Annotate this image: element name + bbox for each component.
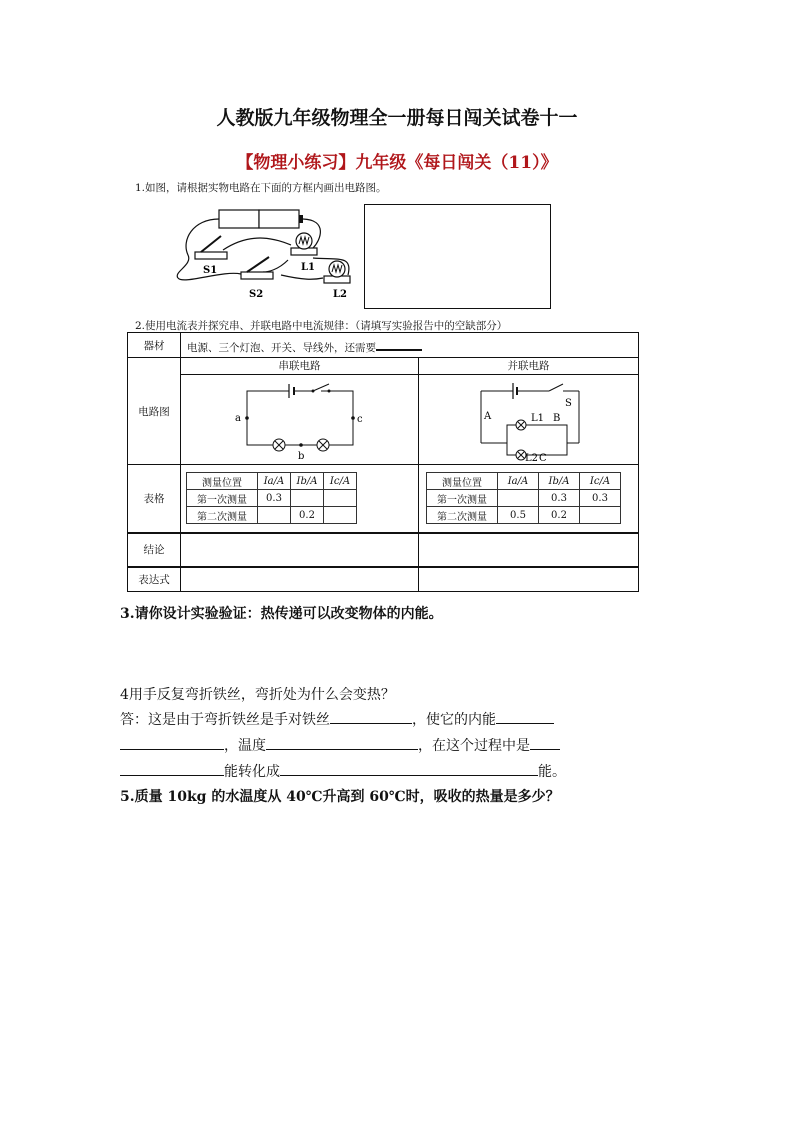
physical-circuit-figure bbox=[163, 200, 363, 305]
parallel-cell[interactable] bbox=[498, 490, 539, 507]
parallel-cell: 第一次测量 bbox=[427, 490, 498, 507]
equipment-text: 电源、三个灯泡、开关、导线外，还需要 bbox=[187, 342, 376, 354]
q1-text: 1.如图，请根据实物电路在下面的方框内画出电路图。 bbox=[135, 182, 387, 194]
q4-line3-b: 能。 bbox=[538, 764, 566, 780]
q4-blank-5[interactable] bbox=[530, 735, 560, 750]
q2-text: 2.使用电流表并探究串、并联电路中电流规律：（请填写实验报告中的空缺部分） bbox=[135, 320, 508, 332]
series-cell[interactable] bbox=[291, 490, 324, 507]
parallel-circuit-diagram bbox=[419, 375, 638, 461]
parallel-col-header: Ic/A bbox=[580, 473, 621, 490]
series-col-header: Ic/A bbox=[324, 473, 357, 490]
series-point-c: c bbox=[357, 414, 363, 425]
q4-line1-b: ，使它的内能 bbox=[412, 712, 496, 728]
parallel-col-header: 测量位置 bbox=[427, 473, 498, 490]
q5-text: 5.质量 10kg 的水温度从 40℃升高到 60℃时，吸收的热量是多少？ bbox=[120, 789, 560, 805]
parallel-circuit-cell bbox=[419, 358, 639, 465]
series-cell[interactable] bbox=[258, 507, 291, 524]
parallel-cell: 0.5 bbox=[498, 507, 539, 524]
q4-blank-4[interactable] bbox=[266, 735, 418, 750]
parallel-col-header: Ib/A bbox=[539, 473, 580, 490]
series-circuit-diagram bbox=[181, 375, 418, 461]
parallel-point-a: A bbox=[484, 411, 492, 422]
q4-blank-6[interactable] bbox=[120, 761, 224, 776]
series-circuit-cell bbox=[181, 358, 419, 465]
parallel-point-c: C bbox=[539, 453, 547, 461]
row-label-circuit: 电路图 bbox=[128, 358, 181, 465]
parallel-label-l2: L2 bbox=[525, 453, 539, 461]
q4-line1-a: 答：这是由于弯折铁丝是手对铁丝 bbox=[120, 712, 330, 728]
s1-label: S1 bbox=[203, 265, 218, 276]
parallel-expression-blank[interactable] bbox=[419, 567, 639, 592]
series-conclusion-blank[interactable] bbox=[181, 533, 419, 567]
parallel-table-cell bbox=[419, 465, 639, 533]
row-label-conclusion: 结论 bbox=[128, 533, 181, 567]
page-subtitle: 【物理小练习】九年级《每日闯关（11）》 bbox=[236, 153, 558, 173]
parallel-cell: 0.3 bbox=[580, 490, 621, 507]
answer-box[interactable] bbox=[364, 204, 551, 309]
parallel-label-l1: L1 bbox=[531, 413, 545, 424]
q4-blank-1[interactable] bbox=[330, 709, 412, 724]
series-cell: 第一次测量 bbox=[187, 490, 258, 507]
parallel-cell[interactable] bbox=[580, 507, 621, 524]
page-title: 人教版九年级物理全一册每日闯关试卷十一 bbox=[216, 107, 578, 129]
parallel-cell: 0.3 bbox=[539, 490, 580, 507]
series-col-header: 测量位置 bbox=[187, 473, 258, 490]
series-cell[interactable] bbox=[324, 490, 357, 507]
q4-blank-7[interactable] bbox=[280, 761, 538, 776]
series-col-header: Ib/A bbox=[291, 473, 324, 490]
series-point-a: a bbox=[235, 413, 241, 424]
series-header: 串联电路 bbox=[181, 358, 418, 375]
series-point-b: b bbox=[298, 451, 305, 461]
series-data-table bbox=[186, 472, 357, 524]
l2-label: L2 bbox=[333, 289, 347, 300]
q4-answer-line-1 bbox=[120, 709, 554, 729]
q4-blank-2[interactable] bbox=[496, 709, 554, 724]
series-table-cell bbox=[181, 465, 419, 533]
parallel-point-b: B bbox=[553, 413, 561, 424]
row-label-table: 表格 bbox=[128, 465, 181, 533]
parallel-header: 并联电路 bbox=[419, 358, 638, 375]
q4-answer-line-2 bbox=[120, 735, 560, 755]
series-expression-blank[interactable] bbox=[181, 567, 419, 592]
q3-text: 3.请你设计实验验证：热传递可以改变物体的内能。 bbox=[120, 606, 443, 622]
equipment-cell bbox=[181, 333, 639, 358]
experiment-report-table bbox=[127, 332, 639, 592]
q4-text: 4用手反复弯折铁丝，弯折处为什么会变热？ bbox=[120, 687, 395, 703]
parallel-conclusion-blank[interactable] bbox=[419, 533, 639, 567]
row-label-equipment: 器材 bbox=[128, 333, 181, 358]
q4-line3-a: 能转化成 bbox=[224, 764, 280, 780]
q4-line2-b: ，在这个过程中是 bbox=[418, 738, 530, 754]
row-label-expression: 表达式 bbox=[128, 567, 181, 592]
series-cell[interactable] bbox=[324, 507, 357, 524]
q4-answer-line-3 bbox=[120, 761, 566, 781]
s2-label: S2 bbox=[249, 289, 264, 300]
series-cell: 0.3 bbox=[258, 490, 291, 507]
parallel-cell: 第二次测量 bbox=[427, 507, 498, 524]
parallel-data-table bbox=[426, 472, 621, 524]
q4-line2-a: ，温度 bbox=[224, 738, 266, 754]
series-col-header: Ia/A bbox=[258, 473, 291, 490]
parallel-cell: 0.2 bbox=[539, 507, 580, 524]
series-cell: 第二次测量 bbox=[187, 507, 258, 524]
l1-label: L1 bbox=[301, 262, 315, 273]
q4-blank-3[interactable] bbox=[120, 735, 224, 750]
parallel-point-s: S bbox=[565, 398, 572, 409]
parallel-col-header: Ia/A bbox=[498, 473, 539, 490]
equipment-blank[interactable] bbox=[376, 335, 422, 351]
series-cell: 0.2 bbox=[291, 507, 324, 524]
